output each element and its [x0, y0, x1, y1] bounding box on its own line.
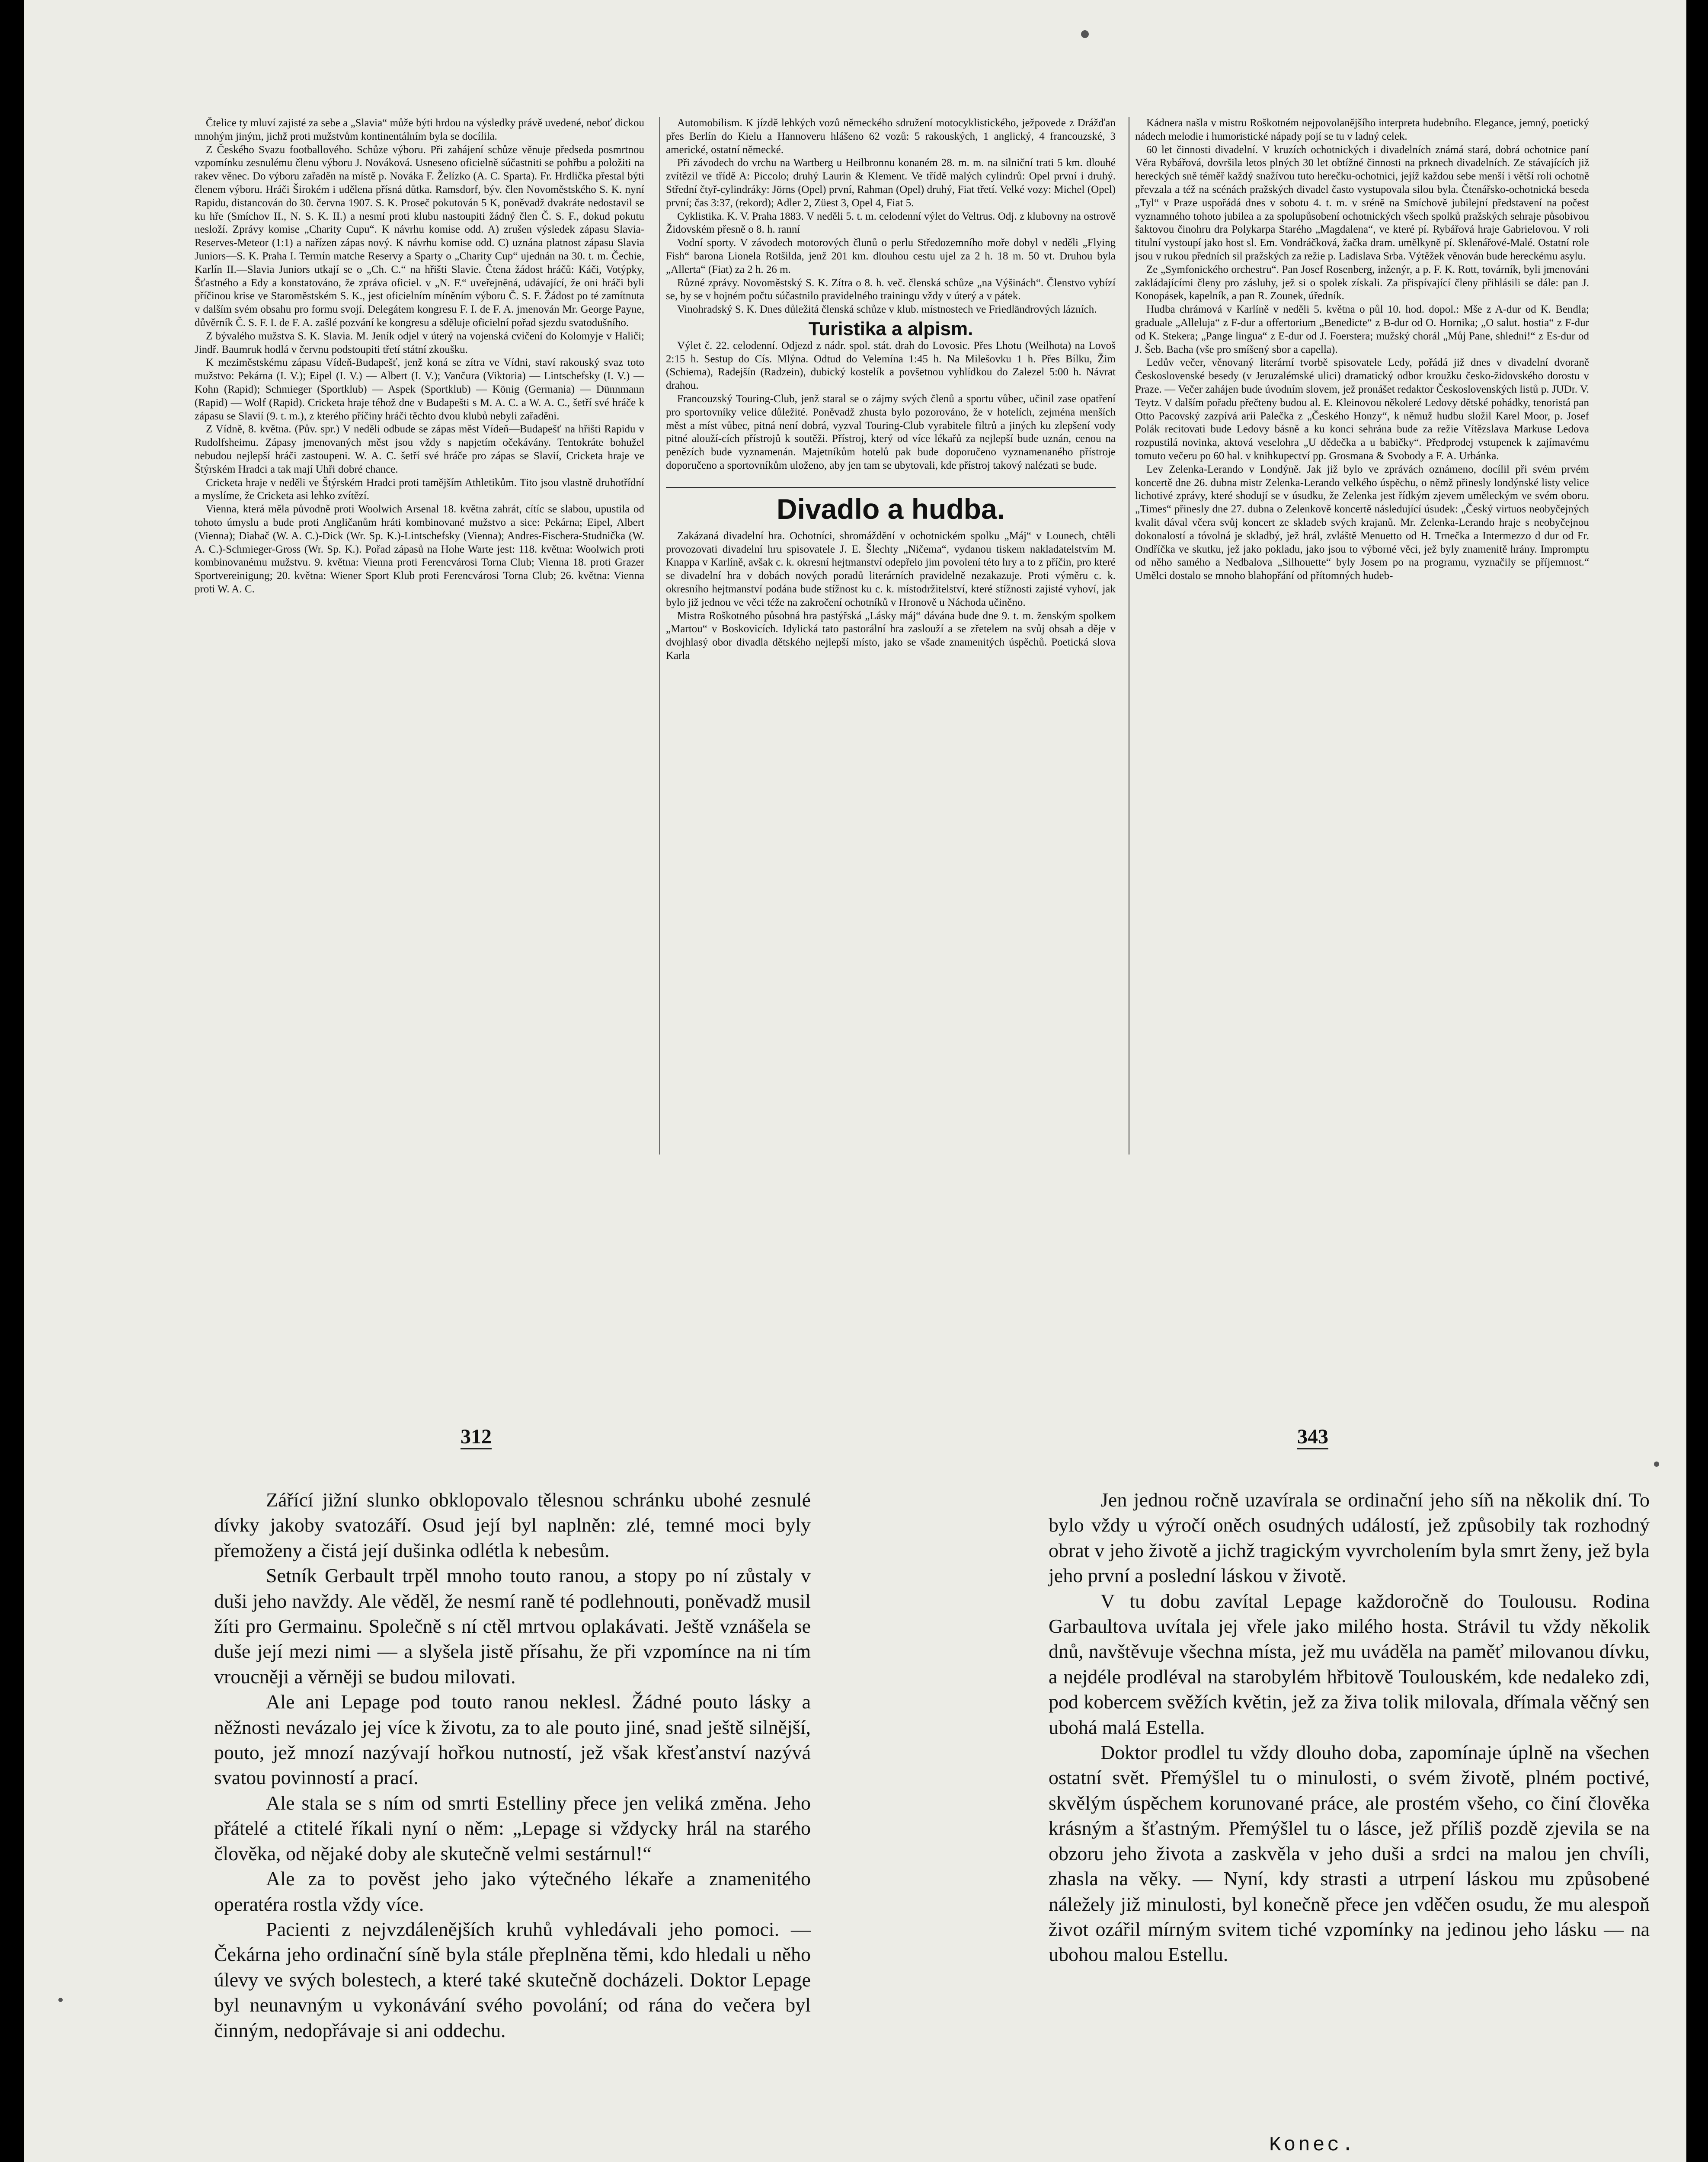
news-paragraph: Z bývalého mužstva S. K. Slavia. M. Jeník odjel v úterý na vojenská cvičení do Kolomyje v Haliči; Jindř. Baumruk hodlá v červnu podstoupiti třetí státní zkoušku. [195, 330, 644, 355]
news-paragraph: Ze „Symfonického orchestru“. Pan Josef Rosenberg, inženýr, a p. F. K. Rott, továrník, byli jmenováni zakládajícími členy pro zásluhy, jež si o spolek získali. Za přispívající členy přihlásili se dále: pan J. Konopásek, kapelník, a pan R. Zounek, úředník. [1135, 263, 1589, 302]
story-paragraph: Ale ani Lepage pod touto ranou neklesl. Žádné pouto lásky a něžnosti nevázalo jej více k životu, za to ale pouto jiné, snad ještě silnější, pouto, jež mnozí nazývají hořkou nutností, jež však křesťanství nazývá svatou povinností a prací. [214, 1691, 811, 1789]
print-speck [1654, 1462, 1659, 1467]
news-paragraph: Kádnera našla v mistru Roškotném nejpovolanějšího interpreta hudebního. Elegance, jemný, poetický nádech melodie i humoristické nápady pojí se tu v ladný celek. [1135, 117, 1589, 142]
news-paragraph: Různé zprávy. Novoměstský S. K. Zítra o 8. h. več. členská schůze „na Výšinách“. Členstvo vybízí se, by se v hojném počtu súčastnilo pravidelného trainingu vždy v úterý a v pátek. [666, 277, 1116, 302]
news-paragraph: Hudba chrámová v Karlíně v neděli 5. května o půl 10. hod. dopol.: Mše z A-dur od K. Bendla; graduale „Alleluja“ z F-dur a offertorium „Benedicte“ z B-dur od O. Hornika; „O salut. hostia“ z F-dur od K. Stekera; „Pange lingua“ z E-dur od J. Foerstera; mužský chorál „Můj Pane, shledni!“ z Es-dur od J. Šeb. Bacha (vše pro smíšený sbor a capella). [1135, 304, 1589, 355]
page-number-right: 343 [1297, 1425, 1328, 1449]
news-paragraph: Cyklistika. K. V. Praha 1883. V neděli 5. t. m. celodenní výlet do Veltrus. Odj. z klubovny na ostrově Židovském přesně o 8. h. ranní [666, 210, 1116, 236]
news-paragraph: Zakázaná divadelní hra. Ochotníci, shromáždění v ochotnickém spolku „Máj“ v Lounech, chtěli provozovati divadelní hru spisovatele J. E. Šlechty „Ničema“, vydanou tiskem nakladatelstvím M. Knappa v Karlíně, avšak c. k. okresní hejtmanství odepřelo jim povolení této hry a to z příčin, pro které se divadelní hra v dobách nových poradů literárních pravidelně nezakazuje. Proti výměru c. k. okresního hejtmanství podána bude stížnost ku c. k. místodržitelství, které stížnosti zajisté vyhoví, jak bylo již jednou ve věci téže na zakročení ochotníků v Hronově u Náchoda učiněno. [666, 530, 1116, 608]
news-paragraph: Vinohradský S. K. Dnes důležitá členská schůze v klub. místnostech ve Friedländrových lázních. [677, 304, 1097, 316]
story-paragraph: Ale stala se s ním od smrti Estelliny přece jen veliká změna. Jeho přátelé a ctitelé říkali nyní o něm: „Lepage si vždycky hrál na starého člověka, od nějaké doby ale skutečně velmi sestárnul!“ [214, 1791, 811, 1865]
news-paragraph: K meziměstskému zápasu Vídeň-Budapešť, jenž koná se zítra ve Vídni, staví rakouský svaz toto mužstvo: Pekárna (I. V.); Eipel (I. V.) — Albert (I. V.); Vančura (Viktoria) — Lintschefsky (I. V.) — Kohn (Rapid); Schmieger (Sportklub) — Aspek (Sportklub) — König (Germania) — Dünnmann (Rapid) — Wolf (Rapid). Cricketa hraje téhož dne v Budapešti s M. A. C. a W. A. C., šetří své hráče k zápasu se Slavií (9. t. m.), z kterého příčiny hráči těchto dvou klubů nebyli zařaděni. [195, 357, 644, 422]
news-paragraph: Výlet č. 22. celodenní. Odjezd z nádr. spol. stát. drah do Lovosic. Přes Lhotu (Weilhota) na Lovoš 2:15 h. Sestup do Cís. Mlýna. Odtud do Velemína 1:45 h. Na Milešovku 1 h. Přes Bílku, Žim (Schiema), Radejšín (Radzein), dubický kostelík a povšetnou vyhlídkou do Zalezel 5:00 h. Návrat drahou. [666, 339, 1116, 392]
news-paragraph: Mistra Roškotného působná hra pastýřská „Lásky máj“ dávána bude dne 9. t. m. ženským spolkem „Martou“ v Boskovicích. Idylická tato pastorální hra zaslouží a se zřetelem na svůj obsah a děje v dvojhlasý obor divadla dětského nejlepší místo, jako se všade znamenitých úspěchů. Poetická slova Karla [666, 610, 1116, 662]
news-paragraph: Automobilism. K jízdě lehkých vozů německého sdružení motocyklistického, ježpovede z Drážďan přes Berlín do Kielu a Hannoveru hlášeno 62 vozů: 5 rakouských, 1 anglický, 4 francouzské, 3 americké, ostatní německé. [666, 117, 1116, 156]
news-paragraph: Francouzský Touring-Club, jenž staral se o zájmy svých členů a sportu vůbec, učinil zase opatření pro sportovníky velice důležité. Poněvadž zhusta bylo pozorováno, že v hotelích, zejména menších měst a míst vůbec, pitná není dobrá, vyzval Touring-Club vyrabitele filtrů a jiných ku zlepšení vody pitné alouží-cích přístrojů k soutěži. Přístroj, který od více lékařů za nejlepší bude uznán, cenou na penězích bude vyznamenán. Majetníkům hotelů pak bude doporučeno vyznamenaného přístroje doporučeno a sportovníkům uloženo, aby jen tam se ubytovali, kde přístroj takový nalézati se bude. [666, 393, 1116, 471]
story-paragraph: Jen jednou ročně uzavírala se ordinační jeho síň na několik dní. To bylo vždy u výročí oněch osudných událostí, jež způsobily tak rozhodný obrat v jeho životě a jichž tragickým vyvrcholením byla smrt ženy, jež byla jeho první a poslední láskou v životě. [1049, 1489, 1650, 1587]
news-column-2 [666, 117, 1116, 1172]
news-paragraph: Cricketa hraje v neděli ve Štýrském Hradci proti tamějším Athletikům. Tito jsou vlastně druhotřídní a myslíme, že Cricketa asi lehko zvítězí. [195, 477, 644, 502]
news-paragraph: Z Českého Svazu footballového. Schůze výboru. Při zahájení schůze věnuje předseda posmrtnou vzpomínku zesnulému členu výboru J. Nováková. Usneseno oficielně súčastniti se pohřbu a položiti na rakev věnec. Do výboru zařaděn na místě p. Nováka F. Želízko (A. C. Sparta). Fr. Hrdlička přestal býti členem výboru. Hráči Širokém i udělena přísná důtka. Ramsdorf, býv. člen Novoměstského S. K. nyní Rapidu, distancován do 30. června 1907. S. K. Proseč pokutován 5 K, poněvadž dvakráte nedostavil se ku hře (Smíchov II., N. S. K. II.) a nesmí proti klubu nastoupiti žádný člen Č. S. F., dokud pokutu nesloží. Zprávy komise „Charity Cupu“. K návrhu komise odd. A) zrušen výsledek zápasu Slavia-Reserves-Meteor (1:1) a nařízen zápas nový. K návrhu komise odd. C) uznána platnost zápasu Slavia Juniors—S. K. Praha I. Termín matche Reservy a Sparty o „Charity Cup“ ujednán na 30. t. m. Čechie, Karlín II.—Slavia Juniors utkají se o „Ch. C.“ na hřišti Slavie. Čtena žádost hráčů: Káči, Votýpky, Šťastného a Edy a konstatováno, že zpráva oficiel. v „N. F.“ uveřejněná, udávající, že oni hráči byli příčinou krise ve Staroměstském S. K., jest oficielním míněním výboru Č. S. F. Žádost po té zamítnuta v dalším svém obsahu pro formu svojí. Delegátem kongresu F. I. de F. A. jmenován Mr. George Payne, důvěrník Č. S. F. I. de F. A. zašlé pozvání ke kongresu a sděluje oficielní pořad sjezdu svatodušního. [195, 144, 644, 329]
news-paragraph: Lev Zelenka-Lerando v Londýně. Jak již bylo ve zprávách oznámeno, docílil při svém prvém koncertě dne 26. dubna mistr Zelenka-Lerando velkého úspěchu, o němž přinesly londýnské listy velice lichotivé zprávy, které shodují se v úsudku, že Zelenka jest řídkým zjevem uměleckým ve svém oboru. „Times“ přinesly dne 27. dubna o Zelenkově koncertě následující úsudek: „Český virtuos neobyčejných kvalit dával včera svůj koncert ze skladeb svých krajanů. Mr. Zelenka-Lerando hraje s neobyčejnou dokonalostí a tóvolná je skladbý, jež hrál, zvláště Menuetto od H. Trnečka a Intermezzo d dur od Fr. Ondříčka ve skutku, jež jako pokladu, jako jsou to výborné věci, jež byly znamenitě hrány. Impromptu od něho samého a Nedbalova „Silhouette“ byly Josem po na programu, vyznačily se příjemnost.“ Umělci dostalo se mnoho blahopřání od přítomných hudeb- [1135, 463, 1589, 582]
section-heading-theatre: Divadlo a hudba. [666, 487, 1116, 526]
newspaper-page [24, 0, 1686, 2162]
story-paragraph: Pacienti z nejvzdálenějších kruhů vyhledávali jeho pomoci. — Čekárna jeho ordinační síně byla stále přeplněna těmi, kdo hledali u něho úlevy ve svých bolestech, a které také skutečně docházeli. Doktor Lepage byl neunavným u vykonávání svého povolání; od rána do večera byl činným, nedopřávaje si ani oddechu. [214, 1918, 811, 2041]
news-paragraph: Vodní sporty. V závodech motorových člunů o perlu Středozemního moře dobyl v neděli „Flying Fish“ barona Lionela Rotšilda, jenž 201 km. dlouhou cestu ujel za 2 h. 18 m. 50 vt. Druhou byla „Allerta“ (Fiat) za 2 h. 26 m. [666, 237, 1116, 275]
news-paragraph: Čtelice ty mluví zajisté za sebe a „Slavia“ může býti hrdou na výsledky právě uvedené, neboť dickou mnohým jiným, jichž proti mužstvům kontinentálním byla se docílila. [195, 117, 644, 142]
news-paragraph: Vienna, která měla původně proti Woolwich Arsenal 18. května zahrát, cítíc se slabou, upustila od tohoto úmyslu a bude proti Angličanům hráti kombinované mužstvo a sice: Pekárna; Eipel, Albert (Vienna); Diabač (W. A. C.)-Dick (Wr. Sp. K.)-Lintschefsky (Vienna); Andres-Fischera-Studnička (W. A. C.)-Schmieger-Gross (Wr. Sp. K.). Pořad zápasů na Hohe Warte jest: 118. května: Woolwich proti kombinovanému mužstvu. 9. května: Vienna proti Ferencvárosi Torna Club; Vienna 18. proti Grazer Sportvereinigung; 20. května: Wiener Sport Klub proti Ferencvárosi Torna Club; 26. května: Vienna proti W. A. C. [195, 503, 644, 595]
story-page-left [214, 1487, 811, 2043]
story-paragraph: V tu dobu zavítal Lepage každoročně do Toulousu. Rodina Garbaultova uvítala jej vřele jako milého hosta. Strávil tu vždy několik dnů, navštěvuje všechna místa, jež mu uváděla na paměť milovanou dívku, a nejdéle prodléval na starobylém hřbitově Toulouském, kde nedaleko zdi, pod kobercem svěžích květin, jež za živa tolik milovala, dřímala věčný sen ubohá malá Estella. [1049, 1590, 1650, 1738]
print-speck [1081, 30, 1089, 38]
story-paragraph: Doktor prodlel tu vždy dlouho doba, zapomínaje úplně na všechen ostatní svět. Přemýšlel tu o minulosti, o svém životě, plném poctivé, skvělým úspěchem korunované práce, ale prostém všeho, co činí člověka krásným a šťastným. Přemýšlel tu o lásce, jež příliš pozdě zjevila se na obzoru jeho života a zaskvěla v jeho duši a srdci na malou jen chvíli, zhasla na věky. — Nyní, kdy strasti a utrpení láskou mu způsobené náležely již minulosti, byl konečně přece jen vděčen osudu, že mu alespoň život ozářil mírným svitem tiché vzpomínky na jedinou jeho lásku — na ubohou malou Estellu. [1049, 1741, 1650, 1966]
section-heading-tourism: Turistika a alpism. [808, 318, 973, 339]
story-paragraph: Setník Gerbault trpěl mnoho touto ranou, a stopy po ní zůstaly v duši jeho navždy. Ale věděl, že nesmí raně té podlehnouti, poněvadž musil žíti pro Germainu. Společně s ní ctěl mrtvou oplakávati. Ještě vznášela se duše její mezi nimi — a slyšela jistě přísahu, že při vzpomínce na ni tím vroucněji a věrněji se budou milovati. [214, 1564, 811, 1688]
news-paragraph: Při závodech do vrchu na Wartberg u Heilbronnu konaném 28. m. m. na silniční trati 5 km. dlouhé zvítězil ve třídě A: Piccolo; druhý Laurin & Klement. Ve třídě malých cylindrů: Opel první i druhý. Střední čtyř-cylindráky: Jörns (Opel) první, Rahman (Opel) druhý, Fiat třetí. Velké vozy: Michel (Opel) první; čas 3:37, (rekord); Adler 2, Züest 3, Opel 4, Fiat 5. [666, 157, 1116, 209]
column-divider [659, 117, 660, 1155]
news-paragraph: 60 let činnosti divadelní. V kruzích ochotnických i divadelních známá stará, dobrá ochotnice paní Věra Rybářová, dovršila letos plných 30 let obtížné činnosti na prknech divadelních. Ze stávajících již hereckých sně téměř každý snažívou tuto herečku-ochotnici, jejíž každou sebe menší i větší roli ochotně převzala a též na scénách pražských divadel často vystupovala silou byla. Čtenářsko-ochotnická beseda „Tyl“ v Praze uspořádá dnes v sobotu 4. t. m. v sréně na Smíchově jubilejní představení na počest vyznamného tohoto jubilea a za spolupůsobení ochotnických všech spolků pražských sehraje působivou šaktovou činohru dra Polykarpa Starého „Magdalena“, ve které pí. Rybářová hraje Gabrielovou. V roli titulní vystoupí jako host sl. Em. Vondráčková, žačka dram. umělkyně pí. Sklenářové-Malé. Ostatní role jsou v rukou předních sil pražských za režie p. Ladislava Srba. Výtěžek věnován bude hereckému asylu. [1135, 144, 1589, 262]
story-end-marker: Konec. [1269, 2134, 1356, 2156]
news-paragraph: Ledův večer, věnovaný literární tvorbě spisovatele Ledy, pořádá již dnes v divadelní dvoraně Československé besedy (v Jeruzalémské ulici) dramatický odbor kroužku česko-židovského dorostu v Praze. — Večer zahájen bude úvodním slovem, jež pronášet redaktor Československých listů p. JUDr. V. Teytz. V dalším pořadu přečteny budou al. E. Kleinovou několeré Ledovy dětské pohádky, tenoristá pan Otto Pacovský zazpívá arii Palečka z „Českého Honzy“, k němuž hudbu složil Karel Moor, p. Josef Polák recitovati bude Ledovy básně a ku konci sehrána bude za režie Vítězslava Markuse Ledova rozpustilá novinka, aktová veselohra „U dědečka a u babičky“. Předprodej vstupenek k zajímavému tomuto večeru po 60 hal. v knihkupectví pp. Grosmana & Svobody a F. A. Urbánka. [1135, 357, 1589, 462]
story-page-right [1049, 1487, 1650, 1967]
story-paragraph: Ale za to pověst jeho jako výtečného lékaře a znamenitého operatéra rostla vždy více. [214, 1868, 811, 1915]
print-speck [58, 1998, 63, 2002]
story-paragraph: Zářící jižní slunko obklopovalo tělesnou schránku ubohé zesnulé dívky jakoby svatozáří. Osud její byl naplněn: zlé, temné moci byly přemoženy a čistá její dušinka odlétla k nebesům. [214, 1489, 811, 1561]
news-column-1 [195, 117, 644, 1172]
news-paragraph: Z Vídně, 8. května. (Pův. spr.) V neděli odbude se zápas měst Vídeň—Budapešť na hřišti Rapidu v Rudolfsheimu. Zápasy jmenovaných měst jsou vždy s napjetím očekávány. Tentokráte bohužel nebudou nejlepší hráči zastoupeni. W. A. C. šetří své hráče pro zápas se Slavií, Cricketa hraje ve Štýrském Hradci a tak mají Uhři dobré chance. [195, 423, 644, 475]
news-column-3 [1135, 117, 1589, 1172]
page-number-left: 312 [461, 1425, 492, 1449]
